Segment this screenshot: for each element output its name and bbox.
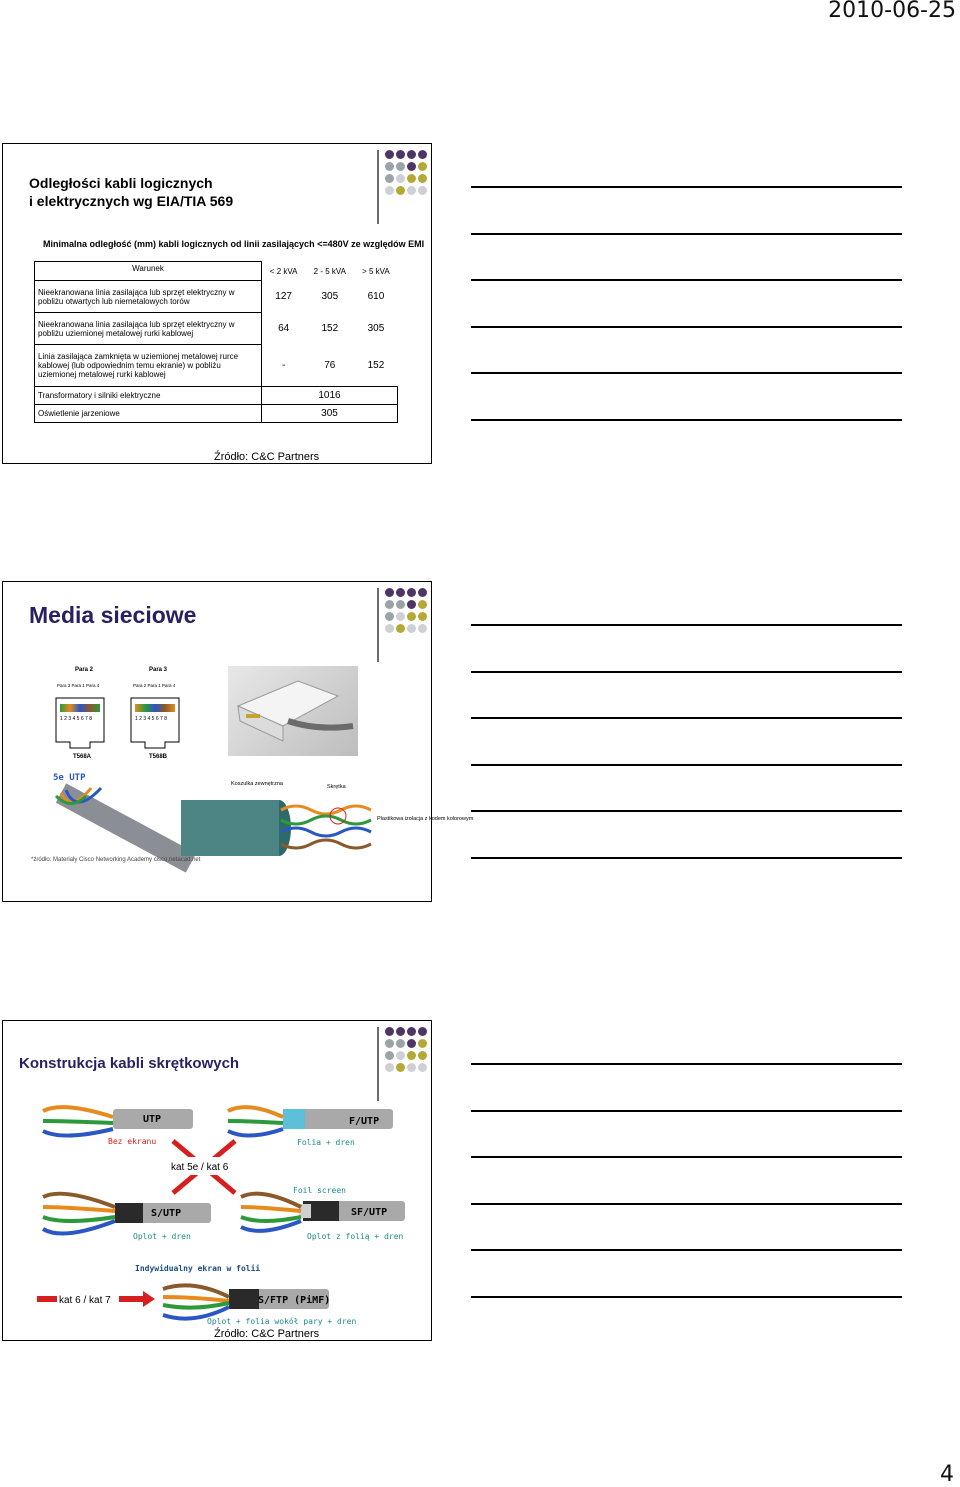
table-caption: Minimalna odległość (mm) kabli logicznych od linii zasilających <=480V ze względów EMI	[43, 239, 425, 249]
dot-row	[377, 174, 431, 185]
header-lt2kva: < 2 kVA	[269, 266, 298, 276]
decorative-dot	[385, 624, 394, 633]
decorative-dot	[396, 186, 405, 195]
utp-label: UTP	[143, 1114, 162, 1125]
decorative-dot	[418, 162, 427, 171]
sutp-braid	[115, 1203, 143, 1223]
jack-a-wires	[60, 704, 100, 712]
decorative-dot	[418, 612, 427, 621]
pairs-b-label: Para 2 Para 1 Para 4	[133, 683, 176, 688]
cable-types-diagram	[3, 1021, 431, 1340]
row-value: 1016	[262, 387, 398, 405]
page-number: 4	[940, 1462, 954, 1487]
kat5e6-label: kat 5e / kat 6	[171, 1162, 229, 1173]
pairs-a-label: Para 3 Para 1 Para 4	[57, 683, 100, 688]
decorative-dot	[396, 174, 405, 183]
decorative-dot	[407, 150, 416, 159]
row-condition: Transformatory i silniki elektryczne	[35, 387, 262, 405]
decorative-dot	[407, 162, 416, 171]
pins-b-label: 1 2 3 4 5 6 7 8	[135, 716, 167, 722]
decorative-dot	[396, 624, 405, 633]
sfutp-desc: Oplot z folią + dren	[307, 1232, 404, 1241]
row-value: 127	[275, 291, 292, 302]
kat67-label: kat 6 / kat 7	[59, 1295, 111, 1306]
decorative-dot	[407, 174, 416, 183]
sfutp-label: SF/UTP	[351, 1207, 388, 1218]
futp-foil	[283, 1109, 305, 1129]
decorative-dot	[385, 600, 394, 609]
decorative-dot	[418, 174, 427, 183]
cisco-credit: *źródło: Materiały Cisco Networking Academy cisco.netacad.net	[31, 857, 201, 863]
sutp-label: S/UTP	[151, 1208, 182, 1219]
decorative-dot	[385, 588, 394, 597]
notes-lines	[471, 186, 902, 465]
decorative-dot	[385, 612, 394, 621]
table-row	[35, 387, 398, 405]
slide-title: Odległości kabli logicznych i elektrycznych wg EIA/TIA 569	[29, 175, 234, 209]
decorative-dot	[385, 186, 394, 195]
row-value: 305	[321, 291, 339, 302]
futp-label: F/UTP	[349, 1116, 380, 1127]
row-condition: Oświetlenie jarzeniowe	[35, 405, 262, 423]
decorative-dot	[396, 162, 405, 171]
emi-distance-table	[34, 261, 398, 423]
decorative-dot	[407, 612, 416, 621]
row-value: 610	[367, 291, 385, 302]
decorative-dot	[418, 588, 427, 597]
dot-row	[377, 588, 431, 599]
pair2-label: Para 2	[75, 667, 94, 673]
header-gt5kva: > 5 kVA	[362, 266, 390, 276]
individual-screen-label: Indywidualny ekran w folii	[135, 1264, 261, 1273]
t568a-label: T568A	[73, 754, 92, 760]
jacket-label: Koszulka zewnętrzna	[231, 781, 283, 787]
dot-row	[377, 162, 431, 173]
pair3-label: Para 3	[149, 667, 168, 673]
decorative-dot	[418, 150, 427, 159]
kat67-arrowhead	[143, 1291, 155, 1307]
decorative-dot	[418, 186, 427, 195]
row-value: 152	[321, 323, 339, 334]
sftp-desc: Oplot + folia wokół pary + dren	[207, 1317, 357, 1326]
decorative-dot	[407, 588, 416, 597]
insul-label: Plastikowa izolacja z kodem kolorowym	[377, 816, 474, 822]
slide-network-media	[2, 581, 474, 902]
row-condition: Linia zasilająca zamknięta w uziemionej metalowej rurce kablowej (lub odpowiednim temu ekranie) w pobliżu uziemionej metalowej rurki kablowej	[35, 345, 262, 387]
rj45-plug-icon	[228, 666, 358, 756]
row-value: 76	[324, 359, 336, 371]
decorative-dots	[377, 150, 431, 198]
table-row	[35, 345, 398, 387]
source-caption: Źródło: C&C Partners	[214, 1328, 320, 1340]
decorative-dot	[396, 600, 405, 609]
decorative-dot	[385, 174, 394, 183]
decorative-dot	[407, 624, 416, 633]
pins-a-label: 1 2 3 4 5 6 7 8	[60, 716, 92, 722]
row-condition: Nieekranowana linia zasilająca lub sprzęt elektryczny w pobliżu otwartych lub niemetalowych torów	[35, 281, 262, 313]
dot-row	[377, 600, 431, 611]
row-value: 152	[367, 359, 385, 371]
rj45-plug-photo	[228, 666, 358, 756]
twist-label: Skrętka	[327, 784, 346, 790]
decorative-dot	[418, 600, 427, 609]
row-value: -	[281, 359, 286, 371]
decorative-dot	[418, 624, 427, 633]
dot-row	[377, 612, 431, 623]
table-header-row	[35, 262, 398, 281]
row-condition: Nieekranowana linia zasilająca lub sprzęt elektryczny w pobliżu uziemionej metalowej rurki kablowej	[35, 313, 262, 345]
sftp-label: S/FTP (PiMF)	[258, 1295, 331, 1306]
cable-jacket	[181, 800, 279, 856]
table-row	[35, 405, 398, 423]
decorative-dot	[396, 588, 405, 597]
row-value: 64	[278, 323, 290, 334]
sutp-desc: Oplot + dren	[133, 1232, 191, 1241]
row-value: 305	[262, 405, 398, 423]
page-date: 2010-06-25	[828, 0, 956, 23]
dot-row	[377, 150, 431, 161]
futp-desc: Folia + dren	[297, 1138, 355, 1147]
utp-desc: Bez ekranu	[108, 1137, 157, 1146]
slide-twisted-pair-construction	[2, 1020, 432, 1341]
header-2to5kva: 2 - 5 kVA	[313, 266, 346, 276]
decorative-dot	[396, 150, 405, 159]
notes-lines	[471, 624, 902, 903]
jack-b-wires	[135, 704, 175, 712]
row-value: 305	[367, 323, 385, 334]
slide-title: Media sieciowe	[29, 602, 197, 628]
slide-emi-distances	[2, 143, 432, 464]
table-row	[35, 281, 398, 313]
decorative-dot	[385, 150, 394, 159]
slide-title: Konstrukcja kabli skrętkowych	[19, 1055, 240, 1072]
source-caption: Źródło: C&C Partners	[214, 451, 320, 463]
decorative-dot	[407, 600, 416, 609]
decorative-dot	[407, 186, 416, 195]
t568b-label: T568B	[149, 754, 168, 760]
decorative-dot	[396, 612, 405, 621]
decorative-dot	[385, 162, 394, 171]
cable-5e-label: 5e UTP	[53, 773, 86, 783]
dot-row	[377, 624, 431, 635]
rj45-pinout-diagram	[51, 662, 191, 762]
decorative-dots	[377, 588, 431, 636]
table-row	[35, 313, 398, 345]
header-condition: Warunek	[35, 262, 262, 281]
sftp-braid	[229, 1289, 259, 1309]
dot-row	[377, 186, 431, 197]
cable-5e-jacket	[61, 793, 191, 863]
foil-screen-label: Foil screen	[293, 1186, 346, 1195]
notes-lines	[471, 1063, 902, 1342]
